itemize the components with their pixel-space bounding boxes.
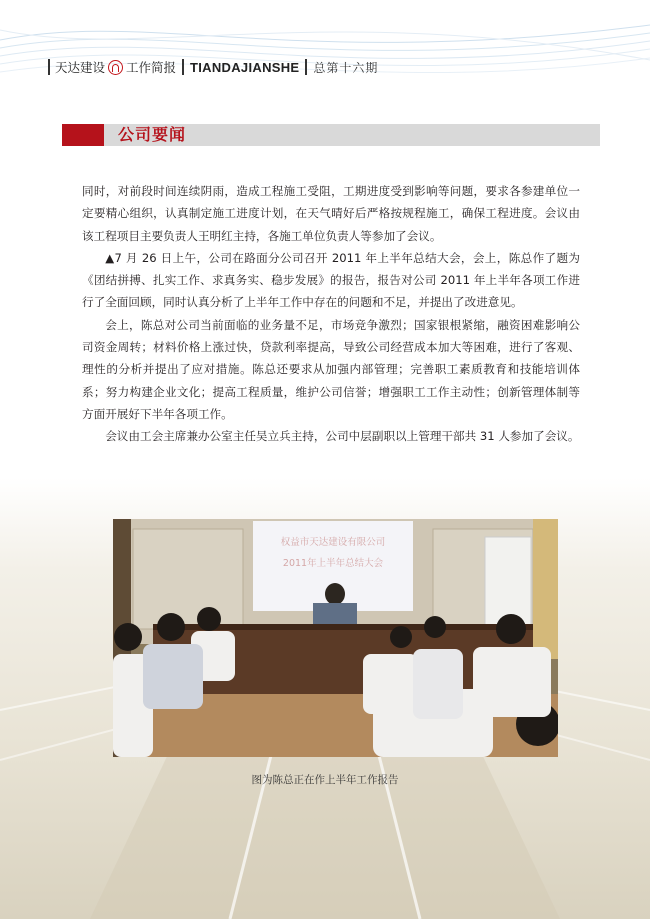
company-logo-icon bbox=[108, 60, 123, 75]
paragraph: 同时，对前段时间连续阴雨，造成工程施工受阻，工期进度受到影响等问题，要求各参建单位一定要精心组织，认真制定施工进度计划，在天气晴好后严格按规程施工，确保工程进度。会议由该工程项目主要负责人王明红主持，各施工单位负责人等参加了会议。 bbox=[82, 184, 580, 243]
banner-line-1: 权益市天达建设有限公司 bbox=[280, 537, 386, 548]
meeting-photo bbox=[113, 519, 558, 757]
article-body bbox=[82, 180, 580, 448]
section-header bbox=[62, 124, 600, 146]
header-divider bbox=[305, 59, 307, 75]
paragraph: 会议由工会主席兼办公室主任吴立兵主持，公司中层副职以上管理干部共 31 人参加了会议。 bbox=[105, 429, 580, 444]
paragraph: ▲7 月 26 日上午，公司在路面分公司召开 2011 年上半年总结大会，会上，陈总作了题为《团结拼搏、扎实工作、求真务实、稳步发展》的报告，报告对公司 2011 年上半年各项工作进行了全面回顾，同时认真分析了上半年工作中存在的问题和不足，并提出了改进意见。 bbox=[82, 250, 580, 310]
page-header bbox=[48, 58, 378, 76]
section-accent-block bbox=[62, 124, 104, 146]
brand-suffix: 工作简报 bbox=[126, 60, 177, 75]
header-divider bbox=[182, 59, 184, 75]
section-title: 公司要闻 bbox=[118, 125, 187, 144]
photo-caption: 图为陈总正在作上半年工作报告 bbox=[251, 774, 399, 786]
banner-line-2: 2011年上半年总结大会 bbox=[282, 558, 384, 569]
paragraph: 会上，陈总对公司当前面临的业务量不足，市场竞争激烈；国家银根紧缩，融资困难影响公司资金周转；材料价格上涨过快，贷款利率提高，导致公司经营成本加大等困难，进行了客观、理性的分析并提出了应对措施。陈总还要求从加强内部管理；完善职工素质教育和技能培训体系；努力构建企业文化；提高工程质量，维护公司信誉；增强职工工作主动性；创新管理体制等方面开展好下半年各项工作。 bbox=[82, 317, 580, 421]
issue-number: 总第十六期 bbox=[313, 60, 379, 75]
brand-name: 天达建设 bbox=[55, 60, 106, 75]
header-divider bbox=[48, 59, 50, 75]
brand-english: TIANDAJIANSHE bbox=[190, 59, 300, 75]
header-wave-decoration bbox=[0, 0, 650, 95]
